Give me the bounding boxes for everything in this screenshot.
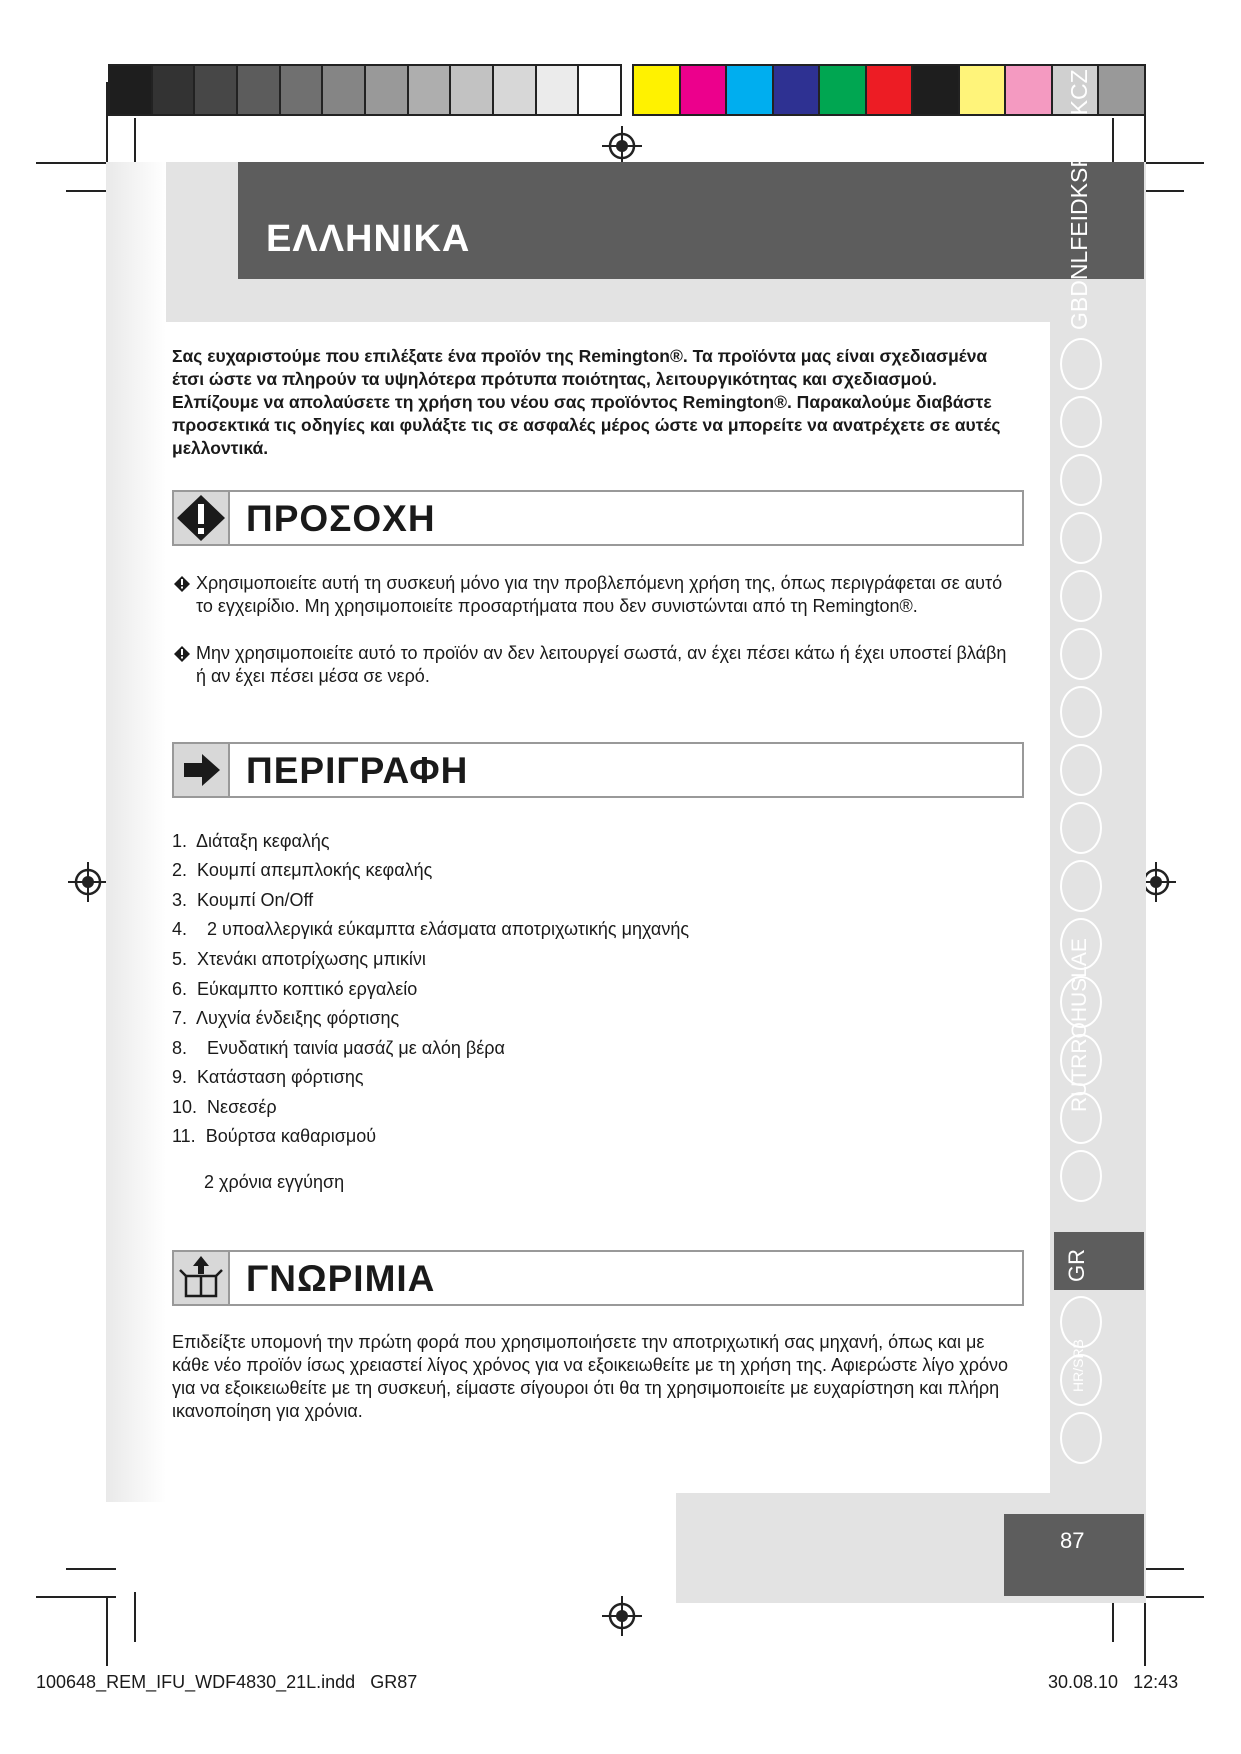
color-swatch: [913, 66, 960, 114]
language-tab-middle-label: RUTRROHUSLAE: [1068, 938, 1091, 1112]
crop-mark: [36, 1596, 116, 1598]
list-item-number: 10.: [172, 1097, 198, 1117]
active-language-label: GR: [1064, 1249, 1089, 1282]
color-swatch: [820, 66, 867, 114]
caution-item: [174, 572, 1014, 618]
crop-mark: [1144, 82, 1146, 162]
page-number-box: [1004, 1514, 1144, 1596]
warning-bullet-icon: [174, 646, 190, 662]
footer-file-info: 100648_REM_IFU_WDF4830_21L.indd GR87: [36, 1672, 418, 1692]
color-swatch: [867, 66, 914, 114]
color-swatch: [451, 66, 494, 114]
caution-item-text: Χρησιμοποιείτε αυτή τη συσκευή μόνο για την προβλεπόμενη χρήση της, όπως περιγράφεται σε αυτό το εγχειρίδιο. Μη χρησιμοποιείτε προσαρτήματα που δεν συνιστώνται από τη Remington®.: [196, 573, 1003, 616]
list-item-text: Κατάσταση φόρτισης: [197, 1067, 364, 1087]
list-item: [172, 979, 417, 1000]
getting-to-know-text: Επιδείξτε υπομονή την πρώτη φορά που χρησιμοποιήσετε την αποτριχωτική σας μηχανή, όπως και με κάθε νέο προϊόν ίσως χρειαστεί λίγος χρόνος για να εξοικειωθείτε με τη χρήση της. Αφιερώστε λίγο χρόνο για να εξοικειωθείτε με τη συσκευή, είμαστε σίγουροι ότι θα τη χρησιμοποιείτε με ευχαρίστηση και πλήρη ικανοποίηση για χρόνια.: [172, 1332, 1008, 1421]
crop-mark: [1112, 118, 1114, 168]
registration-mark-icon: [602, 1596, 642, 1636]
list-item-number: 3.: [172, 890, 188, 910]
list-item: [172, 890, 313, 911]
crop-mark: [1144, 1596, 1204, 1598]
language-tab-circle: [1060, 802, 1102, 854]
list-item-text: 2 υποαλλεργικά εύκαμπτα ελάσματα αποτριχωτικής μηχανής: [207, 919, 690, 939]
list-item-number: 2.: [172, 860, 188, 880]
language-tab-circle: [1060, 454, 1102, 506]
list-item-number: 11.: [172, 1126, 196, 1146]
language-tab-bottom-label: HR/SRB: [1070, 1339, 1086, 1392]
color-swatch: [494, 66, 537, 114]
color-swatch: [774, 66, 821, 114]
list-item: [172, 831, 330, 852]
color-swatch: [634, 66, 681, 114]
language-tab-circle: [1060, 570, 1102, 622]
list-item-text: Νεσεσέρ: [207, 1097, 277, 1117]
language-tab-circle: [1060, 628, 1102, 680]
unboxing-icon: [174, 1252, 230, 1304]
language-tab-circle: [1060, 1150, 1102, 1202]
crop-mark: [36, 162, 116, 164]
list-item: [172, 1097, 277, 1118]
registration-mark-icon: [68, 862, 108, 902]
list-item-number: 9.: [172, 1067, 188, 1087]
color-swatch: [409, 66, 452, 114]
description-title: ΠΕΡΙΓΡΑΦΗ: [246, 750, 469, 791]
list-item-number: 7.: [172, 1008, 188, 1028]
list-item-text: Βούρτσα καθαρισμού: [205, 1126, 377, 1146]
color-swatch: [366, 66, 409, 114]
getting-to-know-section-header: [172, 1250, 1024, 1306]
list-item-text: Εύκαμπτο κοπτικό εργαλείο: [197, 979, 418, 999]
list-item: [172, 1008, 399, 1029]
crop-mark: [134, 1592, 136, 1642]
page-title: ΕΛΛΗΝΙΚΑ: [266, 218, 471, 260]
footer-date-time: 30.08.10 12:43: [1048, 1672, 1179, 1692]
color-swatch: [153, 66, 196, 114]
list-item: [172, 860, 432, 881]
crop-mark: [106, 82, 108, 162]
language-tab-top-label: GBDNLFEIDKSFINSKCZ: [1066, 69, 1092, 330]
registration-mark-icon: [602, 126, 642, 166]
language-tab-circle: [1060, 744, 1102, 796]
list-item: [172, 1126, 376, 1147]
warranty-note: 2 χρόνια εγγύηση: [204, 1172, 345, 1192]
list-item-text: Ενυδατική ταινία μασάζ με αλόη βέρα: [207, 1038, 505, 1058]
list-item-text: Χτενάκι αποτρίχωσης μπικίνι: [197, 949, 426, 969]
caution-item: [174, 642, 1014, 688]
caution-title: ΠΡΟΣΟΧΗ: [246, 498, 436, 539]
intro-paragraph: Σας ευχαριστούμε που επιλέξατε ένα προϊόν της Remington®. Τα προϊόντα μας είναι σχεδιασμένα έτσι ώστε να πληρούν τα υψηλότερα πρότυπα ποιότητας, λειτουργικότητας και σχεδιασμού. Ελπίζουμε να απολαύσετε τη χρήση του νέου σας προϊόντος Remington®. Παρακαλούμε διαβάστε προσεκτικά τις οδηγίες και φυλάξτε τις σε ασφαλές μέρος ώστε να μπορείτε να ανατρέχετε σε αυτές μελλοντικά.: [172, 346, 1001, 458]
color-swatch: [1006, 66, 1053, 114]
language-tab-circle: [1060, 860, 1102, 912]
list-item-text: Κουμπί απεμπλοκής κεφαλής: [197, 860, 433, 880]
list-item-number: 8.: [172, 1038, 188, 1058]
warning-bullet-icon: [174, 576, 190, 592]
color-swatch: [960, 66, 1007, 114]
color-swatch: [1099, 66, 1144, 114]
list-item-text: Διάταξη κεφαλής: [196, 831, 330, 851]
color-swatch: [579, 66, 620, 114]
crop-mark: [134, 118, 136, 168]
color-swatch: [281, 66, 324, 114]
grayscale-color-bar: [108, 64, 622, 116]
list-item: [172, 1067, 364, 1088]
crop-mark: [66, 1568, 116, 1570]
crop-mark: [106, 1596, 108, 1666]
description-section-header: [172, 742, 1024, 798]
color-swatch: [323, 66, 366, 114]
crop-mark: [1144, 162, 1204, 164]
arrow-right-icon: [174, 744, 230, 796]
color-swatch: [727, 66, 774, 114]
list-item-number: 4.: [172, 919, 188, 939]
language-tab-circle: [1060, 512, 1102, 564]
language-tab-circle: [1060, 1412, 1102, 1464]
caution-section-header: [172, 490, 1024, 546]
list-item: [172, 949, 426, 970]
list-item: [172, 919, 689, 940]
list-item-text: Κουμπί On/Off: [197, 890, 314, 910]
list-item-text: Λυχνία ένδειξης φόρτισης: [196, 1008, 400, 1028]
page-background-left: [106, 162, 166, 1502]
getting-to-know-title: ΓΝΩΡΙΜΙΑ: [246, 1258, 436, 1299]
caution-item-text: Μην χρησιμοποιείτε αυτό το προϊόν αν δεν λειτουργεί σωστά, αν έχει πέσει κάτω ή έχει υποστεί βλάβη ή αν έχει πέσει μέσα σε νερό.: [196, 643, 1007, 686]
list-item: [172, 1038, 505, 1059]
warning-icon: [174, 492, 230, 544]
color-swatch: [110, 66, 153, 114]
color-swatch: [195, 66, 238, 114]
color-swatch: [681, 66, 728, 114]
list-item-number: 6.: [172, 979, 188, 999]
language-tab-circle: [1060, 338, 1102, 390]
list-item-number: 1.: [172, 831, 188, 851]
language-tab-circle: [1060, 686, 1102, 738]
list-item-number: 5.: [172, 949, 188, 969]
color-swatch: [537, 66, 580, 114]
color-swatch: [238, 66, 281, 114]
page-number: 87: [1060, 1528, 1085, 1553]
crop-mark: [1144, 1596, 1146, 1666]
language-tab-circle: [1060, 396, 1102, 448]
